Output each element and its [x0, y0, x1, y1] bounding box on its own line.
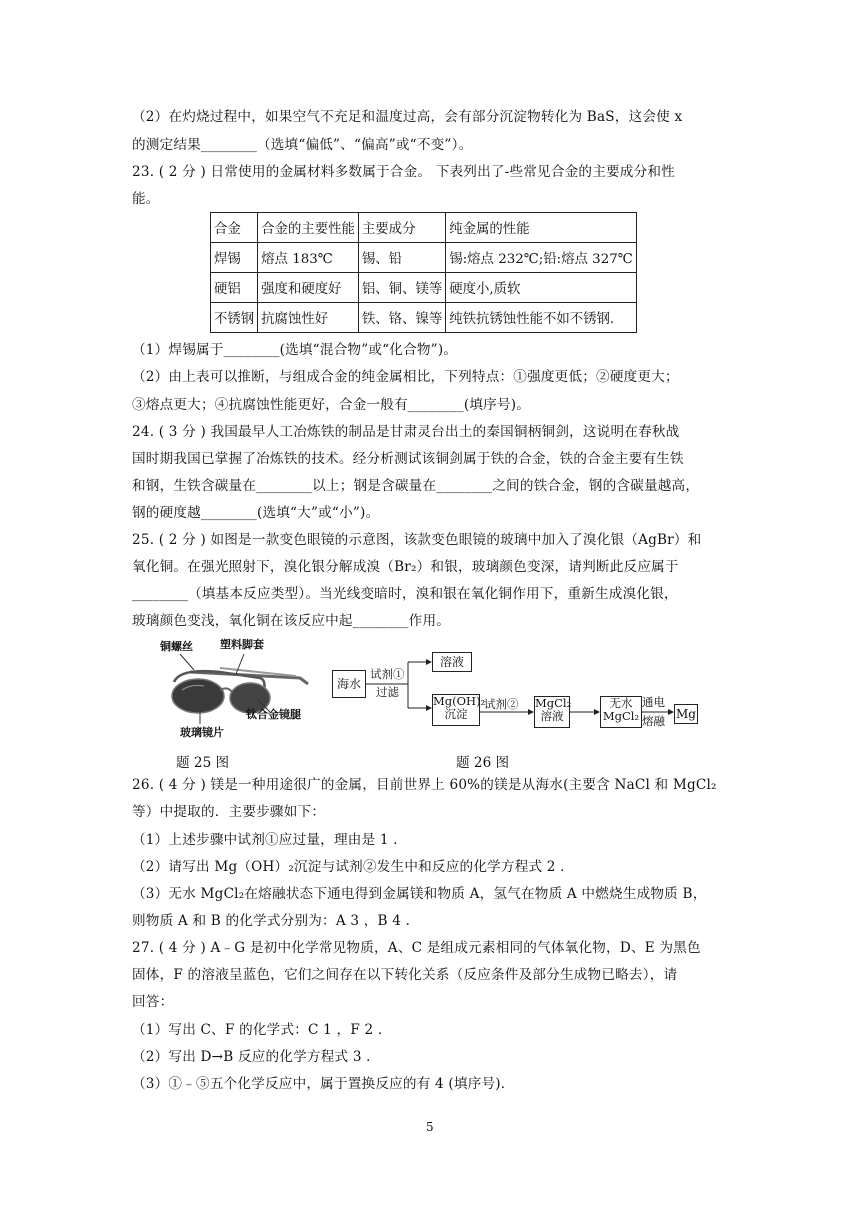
q25-line-2: 氧化铜。在强光照射下，溴化银分解成溴（Br₂）和银，玻璃颜色变深，请判断此反应属于	[132, 559, 679, 575]
q23-sub-2a: （2）由上表可以推断，与组成合金的纯金属相比，下列特点：①强度更低；②硬度更大；	[132, 369, 679, 385]
table-cell: 抗腐蚀性好	[258, 303, 359, 333]
glasses-figure	[160, 638, 320, 748]
filter-label: 过滤	[376, 685, 399, 699]
label-glass-lens: 玻璃镜片	[180, 726, 224, 739]
q24-line-4: 钢的硬度越________(选填“大”或“小”)。	[132, 505, 380, 521]
table-row	[211, 273, 637, 303]
q27-line-2: 固体，F 的溶液呈蓝色，它们之间存在以下转化关系（反应条件及部分生成物已略去），请	[132, 967, 678, 983]
mgcl2-formula: MgCl₂	[535, 696, 572, 710]
table-header-cell: 合金的主要性能	[258, 213, 359, 243]
q23-sub-2b: ③熔点更大；④抗腐蚀性能更好，合金一般有________(填序号)。	[132, 397, 531, 413]
anhydrous-formula: MgCl₂	[602, 709, 640, 723]
reagent-2-label: 试剂②	[484, 697, 519, 711]
solution-box: 溶液	[432, 652, 472, 672]
table-cell: 锡、铅	[358, 243, 445, 273]
reagent-1-label: 试剂①	[370, 667, 405, 681]
table-row	[211, 243, 637, 273]
q23-stem-line-1: 23. ( 2 分 ) 日常使用的金属材料多数属于合金。 下表列出了-些常见合金的主要成分和性	[132, 164, 675, 180]
q24-line-1: 24. ( 3 分 ) 我国最早人工冶炼铁的制品是甘肃灵台出土的秦国铜柄铜剑，这说明在春秋战	[132, 424, 680, 440]
q22-line-1: （2）在灼烧过程中，如果空气不充足和温度过高，会有部分沉淀物转化为 BaS，这会使 x	[132, 109, 683, 125]
table-cell: 焊锡	[211, 243, 258, 273]
table-cell: 锡:熔点 232℃;铅:熔点 327℃	[446, 243, 636, 273]
table-cell: 强度和硬度好	[258, 273, 359, 303]
molten-label: 熔融	[642, 714, 665, 728]
q27-line-1: 27. ( 4 分 ) A﹣G 是初中化学常见物质，A、C 是组成元素相同的气体氧化物，D、E 为黑色	[132, 940, 701, 956]
table-cell: 纯铁抗锈蚀性能不如不锈钢.	[446, 303, 636, 333]
q24-line-3: 和钢，生铁含碳量在________以上；钢是含碳量在________之间的铁合金，钢的含碳量越高，	[132, 478, 700, 494]
figure-25-caption: 题 25 图	[176, 755, 230, 771]
label-copper-screw: 铜螺丝	[160, 640, 193, 653]
q23-stem-line-2: 能。	[132, 191, 160, 207]
q26-line-1: 26. ( 4 分 ) 镁是一种用途很广的金属，目前世界上 60%的镁是从海水(主要含 NaCl 和 MgCl₂	[132, 777, 717, 793]
mgcl2-solution-box	[534, 696, 570, 728]
table-cell: 硬铝	[211, 273, 258, 303]
mgoh2-formula: Mg(OH)₂	[433, 694, 486, 708]
q22-line-2: 的测定结果________（选填“偏低”、“偏高”或“不变”）。	[132, 137, 473, 153]
table-cell: 铝、铜、镁等	[358, 273, 445, 303]
table-header-cell: 合金	[211, 213, 258, 243]
table-cell: 铁、铬、镍等	[358, 303, 445, 333]
mgcl2-solution-label: 溶液	[540, 709, 564, 723]
q25-line-4: 玻璃颜色变浅，氧化铜在该反应中起________作用。	[132, 613, 451, 629]
q27-sub-1: （1）写出 C、F 的化学式：C 1 ，F 2 ．	[132, 1022, 392, 1038]
table-header-row	[211, 213, 637, 243]
q26-sub-3a: （3）无水 MgCl₂在熔融状态下通电得到金属镁和物质 A，氢气在物质 A 中燃烧生成物质 B，	[132, 886, 707, 902]
mg-product-box: Mg	[674, 704, 698, 724]
table-cell: 熔点 183℃	[258, 243, 359, 273]
q23-sub-1: （1）焊锡属于________(选填“混合物”或“化合物”)。	[132, 342, 458, 358]
mgoh2-precipitate-box	[432, 694, 486, 726]
table-row	[211, 303, 637, 333]
figure-26-caption: 题 26 图	[456, 755, 510, 771]
q26-sub-1: （1）上述步骤中试剂①应过量，理由是 1 ．	[132, 832, 408, 848]
q24-line-2: 国时期我国已掌握了冶炼铁的技术。经分析测试该铜剑属于铁的合金，铁的合金主要有生铁	[132, 451, 684, 467]
page-number: 5	[426, 1120, 434, 1134]
q27-sub-3: （3）①﹣⑤五个化学反应中，属于置换反应的有 4 (填序号)．	[132, 1076, 515, 1092]
q26-sub-2: （2）请写出 Mg（OH）₂沉淀与试剂②发生中和反应的化学方程式 2 ．	[132, 859, 574, 875]
table-cell: 硬度小,质软	[446, 273, 636, 303]
table-header-cell: 主要成分	[358, 213, 445, 243]
anhydrous-label: 无水	[609, 696, 633, 710]
table-header-cell: 纯金属的性能	[446, 213, 636, 243]
q27-line-3: 回答：	[132, 994, 174, 1010]
label-plastic-foot: 塑料脚套	[220, 638, 264, 651]
q25-line-3: ________（填基本反应类型）。当光线变暗时，溴和银在氧化铜作用下，重新生成溴化银，	[132, 586, 678, 602]
label-titanium-temple: 钛合金镜腿	[246, 708, 301, 721]
alloy-table	[210, 212, 637, 333]
anhydrous-mgcl2-box	[600, 696, 642, 728]
mgoh2-precipitate-label: 沉淀	[444, 707, 468, 721]
electrolysis-label: 通电	[642, 695, 665, 709]
table-cell: 不锈钢	[211, 303, 258, 333]
seawater-box: 海水	[332, 670, 366, 698]
q25-line-1: 25. ( 2 分 ) 如图是一款变色眼镜的示意图，该款变色眼镜的玻璃中加入了溴化银（AgBr）和	[132, 532, 702, 548]
magnesium-flowchart	[330, 646, 710, 746]
q26-line-2: 等）中提取的．主要步骤如下：	[132, 804, 326, 820]
q26-sub-3b: 则物质 A 和 B 的化学式分别为：A 3 ，B 4 ．	[132, 913, 420, 929]
q27-sub-2: （2）写出 D→B 反应的化学方程式 3 ．	[132, 1049, 380, 1065]
